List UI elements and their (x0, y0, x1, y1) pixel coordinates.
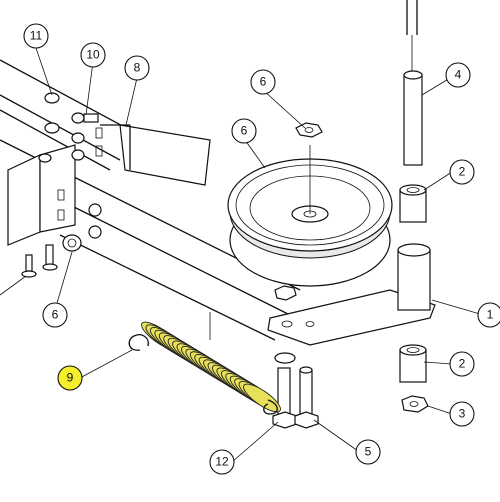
callout-5 (356, 440, 380, 464)
callout-3 (450, 402, 474, 426)
callout-label: 10 (86, 47, 100, 62)
pivot-shaft (398, 0, 430, 412)
callout-label: 12 (215, 454, 229, 469)
callout-12 (210, 450, 234, 474)
callout-6 (43, 303, 67, 327)
callout-4 (446, 63, 470, 87)
callout-label: 2 (458, 356, 466, 371)
callout-label: 5 (364, 444, 372, 459)
callout-6 (251, 70, 275, 94)
callout-10 (81, 43, 105, 67)
pulley-nut (296, 123, 322, 137)
callout-11 (24, 24, 48, 48)
callout-label: 2 (458, 164, 466, 179)
callout-label: 4 (454, 67, 462, 82)
callout-label: 6 (51, 307, 59, 322)
callout-label: 8 (133, 60, 141, 75)
callout-8 (125, 56, 149, 80)
callout-label: 9 (66, 370, 74, 385)
callout-label: 11 (29, 28, 43, 43)
callout-9 (58, 366, 82, 390)
callout-2 (450, 352, 474, 376)
pulley (228, 145, 392, 286)
callout-2 (450, 160, 474, 184)
callout-label: 6 (240, 123, 248, 138)
callout-label: 6 (259, 74, 267, 89)
callout-label: 3 (458, 406, 466, 421)
callout-1 (478, 303, 500, 327)
callout-label: 1 (486, 307, 494, 322)
callout-6 (232, 119, 256, 143)
